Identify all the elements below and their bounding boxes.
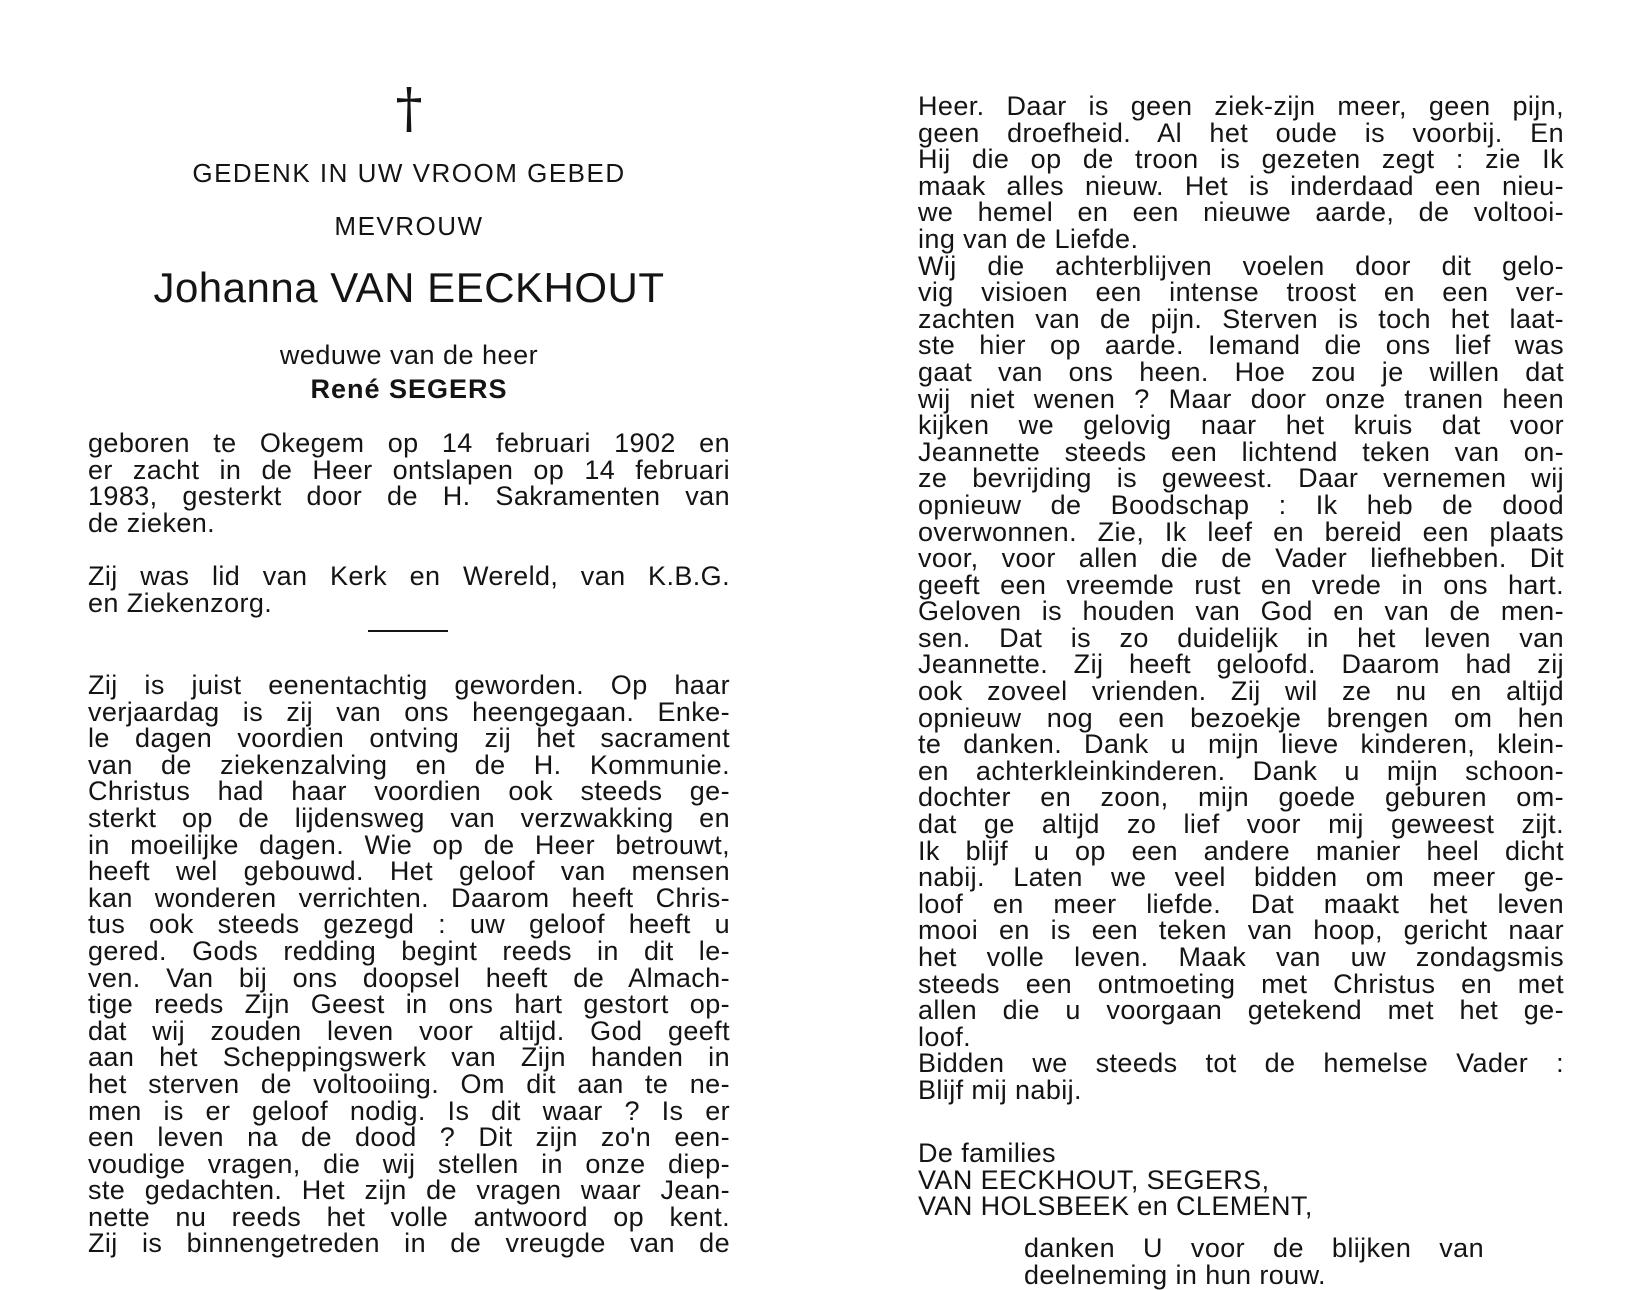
text-line: VAN EECKHOUT, SEGERS,	[918, 1164, 1270, 1195]
text-line: het volle leven. Maak van uw zondagsmis	[918, 942, 1564, 972]
text-line: allen die u voorgaan getekend met het ge-	[918, 995, 1564, 1026]
text-line: De families	[918, 1138, 1056, 1168]
text-line: gered. Gods redding begint reeds in dit le-	[88, 935, 730, 966]
text-line: Jeannette. Zij heeft geloofd. Daarom had zij	[918, 649, 1564, 680]
membership-paragraph	[88, 563, 730, 616]
text-line: geeft een vreemde rust en vrede in ons hart.	[918, 569, 1564, 600]
divider-line	[368, 630, 448, 632]
text-line: kan wonderen verrichten. Daarom heeft Chris-	[88, 882, 730, 913]
text-line: te danken. Dank u mijn lieve kinderen, klein-	[918, 729, 1564, 760]
birth-death-paragraph	[88, 430, 730, 536]
text-line: het sterven de voltooiing. Om dit aan te ne-	[88, 1068, 730, 1099]
left-body-text	[88, 672, 730, 1257]
husband-name: René SEGERS	[310, 374, 508, 404]
right-body-text	[918, 93, 1564, 1104]
text-line: sterkt op de lijdensweg van verzwakking en	[88, 802, 730, 833]
text-line: dat ge altijd zo lief voor mij geweest zijt.	[918, 809, 1564, 840]
text-line: vig visioen een intense troost en een ver-	[918, 277, 1564, 308]
text-line: opnieuw de Boodschap : Ik heb de dood	[918, 489, 1564, 520]
text-line: er zacht in de Heer ontslapen op 14 februari	[88, 454, 730, 485]
text-line: ven. Van bij ons doopsel heeft de Almach-	[88, 962, 730, 993]
text-line: nette nu reeds het volle antwoord op kent.	[88, 1201, 730, 1232]
thanks-text	[1024, 1235, 1484, 1288]
text-line: overwonnen. Zie, Ik leef en bereid een plaats	[918, 516, 1564, 547]
text-line: wij niet wenen ? Maar door onze tranen heen	[918, 383, 1564, 414]
text-line: maak alles nieuw. Het is inderdaad een nieu-	[918, 170, 1564, 201]
text-line: men is er geloof nodig. Is dit waar ? Is er	[88, 1095, 730, 1126]
families-signature	[918, 1140, 1564, 1220]
text-line: en achterkleinkinderen. Dank u mijn schoon-	[918, 755, 1564, 786]
text-line: geen droefheid. Al het oude is voorbij. En	[918, 117, 1564, 148]
text-line: VAN HOLSBEEK en CLEMENT,	[918, 1191, 1313, 1222]
text-line: nabij. Laten we veel bidden om meer ge-	[918, 862, 1564, 893]
text-line: ste gedachten. Het zijn de vragen waar Jean-	[88, 1175, 730, 1206]
cross-icon: †	[395, 77, 423, 140]
remember-heading: GEDENK IN UW VROOM GEBED	[192, 158, 626, 188]
text-line: voor, voor allen die de Vader liefhebben. Dit	[918, 543, 1564, 574]
text-line: Hij die op de troon is gezeten zegt : zie Ik	[918, 144, 1564, 175]
text-line: Geloven is houden van God en van de men-	[918, 596, 1564, 627]
text-line: dat wij zouden leven voor altijd. God geeft	[88, 1015, 730, 1046]
title-prefix: MEVROUW	[334, 211, 484, 241]
text-line: opnieuw nog een bezoekje brengen om hen	[918, 702, 1564, 733]
text-line: Blijf mij nabij.	[918, 1074, 1082, 1105]
text-line: ing van de Liefde.	[918, 223, 1139, 254]
text-line: verjaardag is zij van ons heengegaan. Enke-	[88, 696, 730, 727]
text-line: danken U voor de blijken van	[1024, 1233, 1484, 1263]
text-line: Zij is binnengetreden in de vreugde van de	[88, 1228, 730, 1259]
text-line: loof en meer liefde. Dat maakt het leven	[918, 888, 1564, 919]
text-line: ook zoveel vrienden. Zij wil ze nu en altijd	[918, 676, 1564, 707]
text-line: Heer. Daar is geen ziek-zijn meer, geen pijn,	[918, 91, 1564, 121]
text-line: dochter en zoon, mijn goede geburen om-	[918, 782, 1564, 813]
text-line: gaat van ons heen. Hoe zou je willen dat	[918, 356, 1564, 387]
text-line: Wij die achterblijven voelen door dit gelo-	[918, 250, 1564, 281]
text-line: voudige vragen, die wij stellen in onze diep-	[88, 1148, 730, 1179]
text-line: heeft wel gebouwd. Het geloof van mensen	[88, 856, 730, 887]
text-line: Zij is juist eenentachtig geworden. Op haar	[88, 670, 730, 700]
text-line: zachten van de pijn. Sterven is toch het laat-	[918, 303, 1564, 334]
text-line: kijken we gelovig naar het kruis dat voor	[918, 410, 1564, 441]
text-line: en Ziekenzorg.	[88, 587, 273, 618]
text-line: Jeannette steeds een lichtend teken van on-	[918, 436, 1564, 467]
text-line: aan het Scheppingswerk van Zijn handen in	[88, 1042, 730, 1073]
deceased-name: Johanna VAN EECKHOUT	[153, 264, 665, 311]
text-line: van de ziekenzalving en de H. Kommunie.	[88, 749, 730, 780]
text-line: Bidden we steeds tot de hemelse Vader :	[918, 1048, 1564, 1079]
text-line: de zieken.	[88, 507, 216, 538]
text-line: loof.	[918, 1021, 972, 1052]
text-line: tus ook steeds gezegd : uw geloof heeft u	[88, 909, 730, 940]
text-line: Ik blijf u op een andere manier heel dicht	[918, 835, 1564, 866]
text-line: we hemel en een nieuwe aarde, de voltooi-	[918, 197, 1564, 228]
text-line: deelneming in hun rouw.	[1024, 1259, 1326, 1290]
text-line: mooi en is een teken van hoop, gericht naar	[918, 915, 1564, 946]
text-line: Zij was lid van Kerk en Wereld, van K.B.G.	[88, 561, 730, 591]
text-line: sen. Dat is zo duidelijk in het leven van	[918, 622, 1564, 653]
widow-of-line: weduwe van de heer	[279, 340, 539, 370]
text-line: in moeilijke dagen. Wie op de Heer betrouwt,	[88, 829, 730, 860]
text-line: le dagen voordien ontving zij het sacrament	[88, 723, 730, 754]
text-line: 1983, gesterkt door de H. Sakramenten van	[88, 481, 730, 512]
text-line: tige reeds Zijn Geest in ons hart gestort op-	[88, 989, 730, 1020]
text-line: ze bevrijding is geweest. Daar vernemen wij	[918, 463, 1564, 494]
text-line: een leven na de dood ? Dit zijn zo'n een-	[88, 1122, 730, 1153]
text-line: geboren te Okegem op 14 februari 1902 en	[88, 428, 730, 458]
text-line: ste hier op aarde. Iemand die ons lief was	[918, 330, 1564, 361]
text-line: Christus had haar voordien ook steeds ge-	[88, 776, 730, 807]
text-line: steeds een ontmoeting met Christus en met	[918, 968, 1564, 999]
